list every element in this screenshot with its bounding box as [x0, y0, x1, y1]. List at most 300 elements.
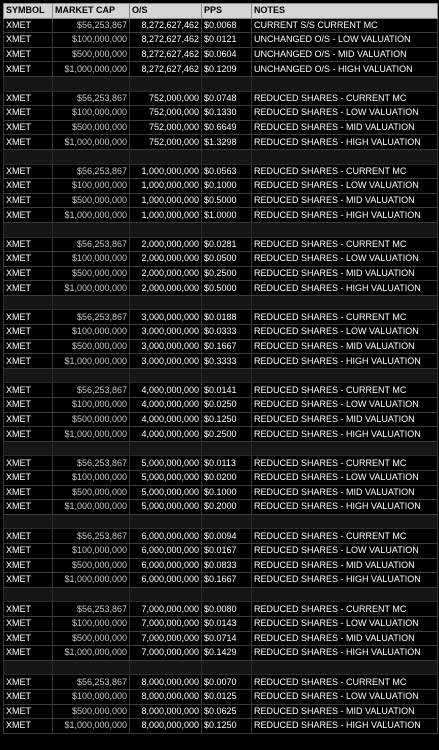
cell-pps[interactable]: $0.3333 — [202, 354, 252, 369]
cell-pps[interactable]: $0.0141 — [202, 383, 252, 398]
cell-pps[interactable]: $0.5000 — [202, 281, 252, 296]
cell-pps[interactable]: $0.0250 — [202, 398, 252, 413]
cell-symbol[interactable]: XMET — [4, 91, 53, 106]
cell-market-cap[interactable]: $56,253,867 — [53, 91, 130, 106]
cell-os[interactable]: 6,000,000,000 — [130, 543, 202, 558]
table-row — [4, 354, 438, 369]
cell-os[interactable]: 6,000,000,000 — [130, 529, 202, 544]
table-row — [4, 675, 438, 690]
cell-os[interactable]: 5,000,000,000 — [130, 471, 202, 486]
cell-pps[interactable]: $0.0748 — [202, 91, 252, 106]
cell-notes[interactable]: REDUCED SHARES - MID VALUATION — [252, 193, 438, 208]
cell-os[interactable]: 1,000,000,000 — [130, 208, 202, 223]
cell-symbol[interactable]: XMET — [4, 339, 53, 354]
empty-cell[interactable] — [202, 660, 252, 675]
cell-notes[interactable]: REDUCED SHARES - HIGH VALUATION — [252, 354, 438, 369]
cell-pps[interactable]: $0.0068 — [202, 18, 252, 33]
cell-os[interactable]: 1,000,000,000 — [130, 193, 202, 208]
cell-notes[interactable]: REDUCED SHARES - CURRENT MC — [252, 164, 438, 179]
cell-symbol[interactable]: XMET — [4, 471, 53, 486]
cell-market-cap[interactable]: $1,000,000,000 — [53, 354, 130, 369]
empty-cell[interactable] — [4, 441, 53, 456]
cell-notes[interactable]: UNCHANGED O/S - HIGH VALUATION — [252, 62, 438, 77]
cell-notes[interactable]: REDUCED SHARES - LOW VALUATION — [252, 325, 438, 340]
cell-market-cap[interactable]: $1,000,000,000 — [53, 719, 130, 734]
cell-notes[interactable]: REDUCED SHARES - HIGH VALUATION — [252, 281, 438, 296]
empty-cell[interactable] — [130, 149, 202, 164]
cell-os[interactable]: 8,272,627,462 — [130, 62, 202, 77]
cell-notes[interactable]: REDUCED SHARES - LOW VALUATION — [252, 689, 438, 704]
table-row — [4, 310, 438, 325]
cell-os[interactable]: 3,000,000,000 — [130, 339, 202, 354]
empty-cell[interactable] — [202, 441, 252, 456]
table-row — [4, 427, 438, 442]
cell-symbol[interactable]: XMET — [4, 281, 53, 296]
empty-cell[interactable] — [252, 76, 438, 91]
empty-cell[interactable] — [252, 660, 438, 675]
cell-pps[interactable]: $0.2500 — [202, 266, 252, 281]
cell-symbol[interactable]: XMET — [4, 689, 53, 704]
cell-symbol[interactable]: XMET — [4, 310, 53, 325]
cell-pps[interactable]: $1.3298 — [202, 135, 252, 150]
cell-notes[interactable]: REDUCED SHARES - CURRENT MC — [252, 383, 438, 398]
cell-market-cap[interactable]: $1,000,000,000 — [53, 135, 130, 150]
cell-notes[interactable]: UNCHANGED O/S - LOW VALUATION — [252, 33, 438, 48]
table-row — [4, 500, 438, 515]
empty-cell[interactable] — [130, 441, 202, 456]
cell-notes[interactable]: REDUCED SHARES - LOW VALUATION — [252, 179, 438, 194]
cell-notes[interactable]: REDUCED SHARES - MID VALUATION — [252, 485, 438, 500]
cell-os[interactable]: 3,000,000,000 — [130, 325, 202, 340]
cell-notes[interactable]: REDUCED SHARES - HIGH VALUATION — [252, 719, 438, 734]
empty-cell[interactable] — [130, 514, 202, 529]
empty-cell[interactable] — [53, 514, 130, 529]
cell-market-cap[interactable]: $56,253,867 — [53, 602, 130, 617]
table-row — [4, 543, 438, 558]
cell-notes[interactable]: REDUCED SHARES - MID VALUATION — [252, 339, 438, 354]
table-row — [4, 456, 438, 471]
group-separator-row — [4, 295, 438, 310]
cell-os[interactable]: 7,000,000,000 — [130, 631, 202, 646]
cell-os[interactable]: 4,000,000,000 — [130, 398, 202, 413]
cell-os[interactable]: 4,000,000,000 — [130, 383, 202, 398]
cell-market-cap[interactable]: $56,253,867 — [53, 383, 130, 398]
cell-notes[interactable]: REDUCED SHARES - MID VALUATION — [252, 558, 438, 573]
cell-pps[interactable]: $0.0143 — [202, 616, 252, 631]
cell-symbol[interactable]: XMET — [4, 602, 53, 617]
cell-pps[interactable]: $0.1250 — [202, 719, 252, 734]
cell-pps[interactable]: $0.0333 — [202, 325, 252, 340]
table-row — [4, 135, 438, 150]
cell-symbol[interactable]: XMET — [4, 18, 53, 33]
cell-os[interactable]: 2,000,000,000 — [130, 266, 202, 281]
cell-market-cap[interactable]: $56,253,867 — [53, 18, 130, 33]
cell-market-cap[interactable]: $56,253,867 — [53, 675, 130, 690]
group-separator-row — [4, 514, 438, 529]
cell-os[interactable]: 8,000,000,000 — [130, 675, 202, 690]
empty-cell[interactable] — [4, 368, 53, 383]
table-row — [4, 471, 438, 486]
cell-pps[interactable]: $0.0604 — [202, 47, 252, 62]
cell-notes[interactable]: REDUCED SHARES - MID VALUATION — [252, 631, 438, 646]
cell-os[interactable]: 7,000,000,000 — [130, 602, 202, 617]
table-row — [4, 91, 438, 106]
table-row — [4, 704, 438, 719]
table-row — [4, 208, 438, 223]
cell-market-cap[interactable]: $500,000,000 — [53, 558, 130, 573]
cell-pps[interactable]: $0.0113 — [202, 456, 252, 471]
cell-os[interactable]: 2,000,000,000 — [130, 252, 202, 267]
cell-notes[interactable]: REDUCED SHARES - LOW VALUATION — [252, 106, 438, 121]
cell-market-cap[interactable]: $1,000,000,000 — [53, 208, 130, 223]
cell-notes[interactable]: REDUCED SHARES - MID VALUATION — [252, 266, 438, 281]
cell-market-cap[interactable]: $100,000,000 — [53, 689, 130, 704]
cell-os[interactable]: 3,000,000,000 — [130, 310, 202, 325]
cell-symbol[interactable]: XMET — [4, 193, 53, 208]
empty-cell[interactable] — [202, 149, 252, 164]
cell-symbol[interactable]: XMET — [4, 543, 53, 558]
empty-cell[interactable] — [130, 295, 202, 310]
empty-cell[interactable] — [53, 295, 130, 310]
table-row — [4, 281, 438, 296]
table-row — [4, 529, 438, 544]
header-market-cap[interactable]: MARKET CAP — [53, 4, 130, 19]
cell-market-cap[interactable]: $100,000,000 — [53, 325, 130, 340]
cell-pps[interactable]: $0.1330 — [202, 106, 252, 121]
empty-cell[interactable] — [130, 660, 202, 675]
cell-market-cap[interactable]: $56,253,867 — [53, 310, 130, 325]
empty-cell[interactable] — [53, 441, 130, 456]
cell-symbol[interactable]: XMET — [4, 427, 53, 442]
cell-symbol[interactable]: XMET — [4, 252, 53, 267]
cell-notes[interactable]: REDUCED SHARES - LOW VALUATION — [252, 543, 438, 558]
cell-notes[interactable]: REDUCED SHARES - MID VALUATION — [252, 120, 438, 135]
cell-pps[interactable]: $0.1000 — [202, 485, 252, 500]
table-body — [4, 18, 438, 733]
cell-symbol[interactable]: XMET — [4, 33, 53, 48]
cell-notes[interactable]: REDUCED SHARES - LOW VALUATION — [252, 398, 438, 413]
cell-notes[interactable]: REDUCED SHARES - LOW VALUATION — [252, 616, 438, 631]
cell-market-cap[interactable]: $100,000,000 — [53, 33, 130, 48]
empty-cell[interactable] — [252, 149, 438, 164]
empty-cell[interactable] — [53, 149, 130, 164]
table-row — [4, 412, 438, 427]
cell-os[interactable]: 752,000,000 — [130, 106, 202, 121]
cell-pps[interactable]: $0.0500 — [202, 252, 252, 267]
table-row — [4, 689, 438, 704]
cell-os[interactable]: 8,000,000,000 — [130, 719, 202, 734]
cell-os[interactable]: 752,000,000 — [130, 135, 202, 150]
cell-market-cap[interactable]: $500,000,000 — [53, 631, 130, 646]
cell-market-cap[interactable]: $500,000,000 — [53, 339, 130, 354]
table-row — [4, 106, 438, 121]
empty-cell[interactable] — [4, 149, 53, 164]
table-row — [4, 383, 438, 398]
cell-symbol[interactable]: XMET — [4, 500, 53, 515]
empty-cell[interactable] — [202, 514, 252, 529]
cell-symbol[interactable]: XMET — [4, 456, 53, 471]
cell-symbol[interactable]: XMET — [4, 719, 53, 734]
cell-notes[interactable]: REDUCED SHARES - LOW VALUATION — [252, 471, 438, 486]
group-separator-row — [4, 222, 438, 237]
table-row — [4, 602, 438, 617]
empty-cell[interactable] — [130, 222, 202, 237]
cell-symbol[interactable]: XMET — [4, 354, 53, 369]
cell-os[interactable]: 8,000,000,000 — [130, 689, 202, 704]
cell-symbol[interactable]: XMET — [4, 412, 53, 427]
cell-symbol[interactable]: XMET — [4, 383, 53, 398]
cell-os[interactable]: 5,000,000,000 — [130, 456, 202, 471]
cell-pps[interactable]: $0.0200 — [202, 471, 252, 486]
cell-market-cap[interactable]: $500,000,000 — [53, 704, 130, 719]
cell-pps[interactable]: $0.1250 — [202, 412, 252, 427]
cell-symbol[interactable]: XMET — [4, 164, 53, 179]
cell-market-cap[interactable]: $100,000,000 — [53, 616, 130, 631]
empty-cell[interactable] — [53, 660, 130, 675]
empty-cell[interactable] — [53, 368, 130, 383]
cell-market-cap[interactable]: $56,253,867 — [53, 237, 130, 252]
table-row — [4, 485, 438, 500]
empty-cell[interactable] — [53, 222, 130, 237]
group-separator-row — [4, 368, 438, 383]
cell-notes[interactable]: REDUCED SHARES - CURRENT MC — [252, 310, 438, 325]
cell-notes[interactable]: REDUCED SHARES - CURRENT MC — [252, 91, 438, 106]
cell-market-cap[interactable]: $100,000,000 — [53, 398, 130, 413]
cell-os[interactable]: 6,000,000,000 — [130, 558, 202, 573]
cell-pps[interactable]: $0.2000 — [202, 500, 252, 515]
cell-symbol[interactable]: XMET — [4, 135, 53, 150]
cell-symbol[interactable]: XMET — [4, 529, 53, 544]
cell-market-cap[interactable]: $500,000,000 — [53, 47, 130, 62]
cell-os[interactable]: 2,000,000,000 — [130, 237, 202, 252]
cell-os[interactable]: 4,000,000,000 — [130, 427, 202, 442]
cell-symbol[interactable]: XMET — [4, 208, 53, 223]
cell-pps[interactable]: $0.6649 — [202, 120, 252, 135]
cell-os[interactable]: 8,000,000,000 — [130, 704, 202, 719]
cell-notes[interactable]: REDUCED SHARES - CURRENT MC — [252, 602, 438, 617]
cell-symbol[interactable]: XMET — [4, 325, 53, 340]
cell-os[interactable]: 6,000,000,000 — [130, 573, 202, 588]
table-row — [4, 266, 438, 281]
cell-symbol[interactable]: XMET — [4, 179, 53, 194]
cell-notes[interactable]: UNCHANGED O/S - MID VALUATION — [252, 47, 438, 62]
empty-cell[interactable] — [130, 368, 202, 383]
cell-pps[interactable]: $0.0625 — [202, 704, 252, 719]
group-separator-row — [4, 587, 438, 602]
cell-market-cap[interactable]: $100,000,000 — [53, 471, 130, 486]
cell-notes[interactable]: REDUCED SHARES - HIGH VALUATION — [252, 500, 438, 515]
group-separator-row — [4, 660, 438, 675]
cell-market-cap[interactable]: $500,000,000 — [53, 485, 130, 500]
cell-os[interactable]: 1,000,000,000 — [130, 179, 202, 194]
cell-notes[interactable]: REDUCED SHARES - CURRENT MC — [252, 237, 438, 252]
empty-cell[interactable] — [252, 441, 438, 456]
empty-cell[interactable] — [4, 222, 53, 237]
cell-symbol[interactable]: XMET — [4, 646, 53, 661]
empty-cell[interactable] — [4, 514, 53, 529]
cell-notes[interactable]: REDUCED SHARES - HIGH VALUATION — [252, 208, 438, 223]
cell-market-cap[interactable]: $100,000,000 — [53, 106, 130, 121]
cell-os[interactable]: 7,000,000,000 — [130, 646, 202, 661]
cell-pps[interactable]: $0.0121 — [202, 33, 252, 48]
cell-pps[interactable]: $0.1000 — [202, 179, 252, 194]
cell-market-cap[interactable]: $1,000,000,000 — [53, 646, 130, 661]
empty-cell[interactable] — [202, 295, 252, 310]
cell-notes[interactable]: CURRENT S/S CURRENT MC — [252, 18, 438, 33]
cell-pps[interactable]: $0.0070 — [202, 675, 252, 690]
cell-symbol[interactable]: XMET — [4, 675, 53, 690]
cell-notes[interactable]: REDUCED SHARES - HIGH VALUATION — [252, 427, 438, 442]
cell-os[interactable]: 1,000,000,000 — [130, 164, 202, 179]
cell-symbol[interactable]: XMET — [4, 558, 53, 573]
cell-pps[interactable]: $0.2500 — [202, 427, 252, 442]
cell-market-cap[interactable]: $100,000,000 — [53, 252, 130, 267]
cell-market-cap[interactable]: $56,253,867 — [53, 164, 130, 179]
cell-os[interactable]: 8,272,627,462 — [130, 33, 202, 48]
empty-cell[interactable] — [4, 295, 53, 310]
table-row — [4, 179, 438, 194]
cell-notes[interactable]: REDUCED SHARES - HIGH VALUATION — [252, 135, 438, 150]
empty-cell[interactable] — [130, 76, 202, 91]
cell-pps[interactable]: $0.1667 — [202, 573, 252, 588]
empty-cell[interactable] — [4, 660, 53, 675]
cell-symbol[interactable]: XMET — [4, 573, 53, 588]
cell-symbol[interactable]: XMET — [4, 485, 53, 500]
empty-cell[interactable] — [252, 514, 438, 529]
cell-pps[interactable]: $0.0167 — [202, 543, 252, 558]
cell-pps[interactable]: $0.1209 — [202, 62, 252, 77]
empty-cell[interactable] — [53, 76, 130, 91]
cell-os[interactable]: 8,272,627,462 — [130, 18, 202, 33]
table-row — [4, 573, 438, 588]
cell-market-cap[interactable]: $56,253,867 — [53, 529, 130, 544]
cell-os[interactable]: 8,272,627,462 — [130, 47, 202, 62]
empty-cell[interactable] — [202, 76, 252, 91]
empty-cell[interactable] — [252, 587, 438, 602]
cell-pps[interactable]: $1.0000 — [202, 208, 252, 223]
cell-symbol[interactable]: XMET — [4, 398, 53, 413]
cell-symbol[interactable]: XMET — [4, 62, 53, 77]
cell-notes[interactable]: REDUCED SHARES - CURRENT MC — [252, 456, 438, 471]
cell-pps[interactable]: $0.0714 — [202, 631, 252, 646]
cell-pps[interactable]: $0.0281 — [202, 237, 252, 252]
cell-pps[interactable]: $0.1429 — [202, 646, 252, 661]
table-row — [4, 164, 438, 179]
empty-cell[interactable] — [4, 76, 53, 91]
table-row — [4, 719, 438, 734]
cell-market-cap[interactable]: $56,253,867 — [53, 456, 130, 471]
empty-cell[interactable] — [202, 222, 252, 237]
table-row — [4, 325, 438, 340]
cell-notes[interactable]: REDUCED SHARES - MID VALUATION — [252, 412, 438, 427]
header-row — [4, 4, 438, 19]
table-row — [4, 33, 438, 48]
cell-market-cap[interactable]: $500,000,000 — [53, 412, 130, 427]
empty-cell[interactable] — [252, 368, 438, 383]
header-symbol[interactable]: SYMBOL — [4, 4, 53, 19]
empty-cell[interactable] — [53, 587, 130, 602]
cell-market-cap[interactable]: $1,000,000,000 — [53, 500, 130, 515]
header-os[interactable]: O/S — [130, 4, 202, 19]
table-row — [4, 631, 438, 646]
cell-market-cap[interactable]: $1,000,000,000 — [53, 427, 130, 442]
table-row — [4, 237, 438, 252]
table-row — [4, 616, 438, 631]
share-valuation-table — [3, 3, 438, 734]
table-row — [4, 339, 438, 354]
header-notes[interactable]: NOTES — [252, 4, 438, 19]
cell-notes[interactable]: REDUCED SHARES - LOW VALUATION — [252, 252, 438, 267]
empty-cell[interactable] — [252, 222, 438, 237]
cell-os[interactable]: 3,000,000,000 — [130, 354, 202, 369]
table-row — [4, 62, 438, 77]
cell-notes[interactable]: REDUCED SHARES - HIGH VALUATION — [252, 646, 438, 661]
empty-cell[interactable] — [202, 587, 252, 602]
cell-pps[interactable]: $0.0833 — [202, 558, 252, 573]
cell-pps[interactable]: $0.0563 — [202, 164, 252, 179]
cell-symbol[interactable]: XMET — [4, 616, 53, 631]
cell-os[interactable]: 5,000,000,000 — [130, 500, 202, 515]
cell-pps[interactable]: $0.5000 — [202, 193, 252, 208]
table-row — [4, 558, 438, 573]
cell-pps[interactable]: $0.1667 — [202, 339, 252, 354]
empty-cell[interactable] — [252, 295, 438, 310]
cell-os[interactable]: 2,000,000,000 — [130, 281, 202, 296]
cell-symbol[interactable]: XMET — [4, 106, 53, 121]
table-row — [4, 193, 438, 208]
table-row — [4, 252, 438, 267]
cell-symbol[interactable]: XMET — [4, 47, 53, 62]
cell-market-cap[interactable]: $1,000,000,000 — [53, 62, 130, 77]
table-row — [4, 18, 438, 33]
cell-notes[interactable]: REDUCED SHARES - HIGH VALUATION — [252, 573, 438, 588]
table-row — [4, 646, 438, 661]
cell-os[interactable]: 7,000,000,000 — [130, 616, 202, 631]
cell-symbol[interactable]: XMET — [4, 631, 53, 646]
empty-cell[interactable] — [202, 368, 252, 383]
cell-os[interactable]: 752,000,000 — [130, 120, 202, 135]
cell-pps[interactable]: $0.0125 — [202, 689, 252, 704]
cell-market-cap[interactable]: $100,000,000 — [53, 179, 130, 194]
cell-os[interactable]: 752,000,000 — [130, 91, 202, 106]
cell-symbol[interactable]: XMET — [4, 266, 53, 281]
cell-notes[interactable]: REDUCED SHARES - CURRENT MC — [252, 675, 438, 690]
cell-market-cap[interactable]: $500,000,000 — [53, 266, 130, 281]
cell-market-cap[interactable]: $1,000,000,000 — [53, 573, 130, 588]
cell-symbol[interactable]: XMET — [4, 120, 53, 135]
cell-pps[interactable]: $0.0188 — [202, 310, 252, 325]
table-row — [4, 120, 438, 135]
cell-notes[interactable]: REDUCED SHARES - MID VALUATION — [252, 704, 438, 719]
group-separator-row — [4, 149, 438, 164]
cell-os[interactable]: 5,000,000,000 — [130, 485, 202, 500]
cell-pps[interactable]: $0.0080 — [202, 602, 252, 617]
cell-pps[interactable]: $0.0094 — [202, 529, 252, 544]
cell-market-cap[interactable]: $1,000,000,000 — [53, 281, 130, 296]
table-row — [4, 47, 438, 62]
cell-market-cap[interactable]: $100,000,000 — [53, 543, 130, 558]
cell-market-cap[interactable]: $500,000,000 — [53, 120, 130, 135]
group-separator-row — [4, 441, 438, 456]
cell-notes[interactable]: REDUCED SHARES - CURRENT MC — [252, 529, 438, 544]
cell-os[interactable]: 4,000,000,000 — [130, 412, 202, 427]
cell-symbol[interactable]: XMET — [4, 704, 53, 719]
cell-symbol[interactable]: XMET — [4, 237, 53, 252]
empty-cell[interactable] — [4, 587, 53, 602]
header-pps[interactable]: PPS — [202, 4, 252, 19]
cell-market-cap[interactable]: $500,000,000 — [53, 193, 130, 208]
empty-cell[interactable] — [130, 587, 202, 602]
